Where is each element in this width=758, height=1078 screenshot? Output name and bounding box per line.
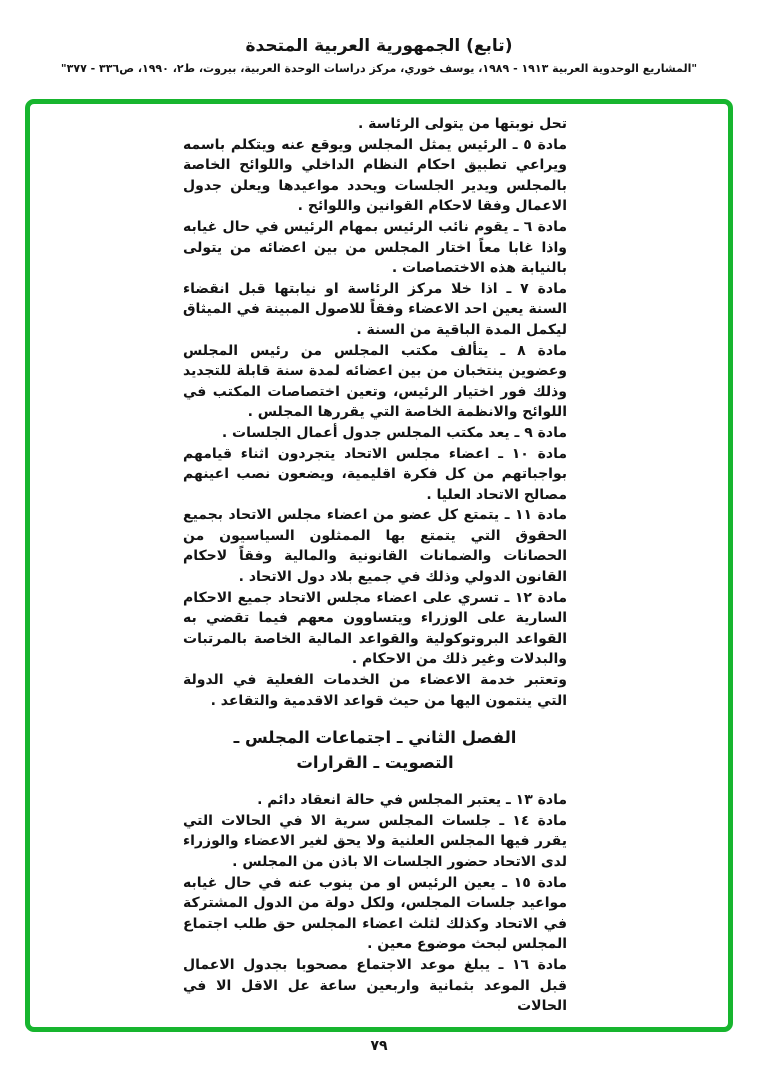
- article-paragraph: مادة ١٦ ـ يبلغ موعد الاجتماع مصحوبا بجدول الاعمال قبل الموعد بثمانية واربعين ساعة عل الاقل الا في الحالات: [183, 956, 568, 1015]
- section-heading-line1: الفصل الثاني ـ اجتماعات المجلس ـ: [233, 728, 517, 748]
- article-paragraph: مادة ٦ ـ يقوم نائب الرئيس بمهام الرئيس في حال غيابه واذا غابا معاً اختار المجلس من بين اعضائه من يتولى بالنيابة هذه الاختصاصات .: [183, 218, 567, 277]
- document-title: (تابع) الجمهورية العربية المتحدة: [245, 36, 513, 56]
- article-paragraph: مادة ١٥ ـ يعين الرئيس او من ينوب عنه في حال غيابه مواعيد جلسات المجلس، ولكل دولة من الدول المشتركة في الاتحاد وكذلك لثلث اعضاء المجلس حق طلب اجتماع المجلس لبحث موضوع معين .: [183, 874, 567, 953]
- article-paragraph: مادة ١٠ ـ اعضاء مجلس الاتحاد يتجردون اثناء قيامهم بواجباتهم من كل فكرة اقليمية، ويضعون نصب اعينهم مصالح الاتحاد العليا .: [183, 445, 567, 503]
- page-header: [0, 34, 758, 76]
- article-paragraph: تحل نوبتها من يتولى الرئاسة .: [357, 116, 567, 132]
- section-heading-line2: التصويت ـ القرارات: [296, 753, 454, 773]
- article-paragraph: مادة ١٣ ـ يعتبر المجلس في حالة انعقاد دائم .: [257, 792, 567, 809]
- article-paragraph: وتعتبر خدمة الاعضاء من الخدمات الفعلية في الدولة التي ينتمون اليها من حيث قواعد الاقدمية والتقاعد .: [183, 672, 567, 709]
- section-heading: [183, 725, 567, 775]
- article-paragraph: مادة ٨ ـ يتألف مكتب المجلس من رئيس المجلس وعضوين ينتخبان من بين اعضائه لمدة سنة قابلة للتجديد وذلك فور اختيار الرئيس، وتعين اختصاصات المكتب في اللوائح والانظمة الخاصة التي يقررها المجلس .: [183, 342, 567, 421]
- article-paragraph: مادة ٥ ـ الرئيس يمثل المجلس ويوقع عنه ويتكلم باسمه ويراعي تطبيق احكام النظام الداخلي واللوائح الخاصة بالمجلس ويدير الجلسات ويحدد مواعيدها ويعلن جدول الاعمال وفقا لاحكام القوانين واللوائح .: [183, 136, 567, 215]
- document-body: [183, 114, 567, 1017]
- article-paragraph: مادة ١١ ـ يتمتع كل عضو من اعضاء مجلس الاتحاد بجميع الحقوق التي يتمتع بها الممثلون السياسيون من الحصانات والضمانات القانونية والمالية وفقاً لاحكام القانون الدولي وذلك في جميع بلاد دول الاتحاد .: [183, 507, 568, 586]
- page-number: ٧٩: [370, 1038, 388, 1054]
- article-paragraph: مادة ٩ ـ يعد مكتب المجلس جدول أعمال الجلسات .: [221, 424, 567, 441]
- article-paragraph: مادة ١٢ ـ تسري على اعضاء مجلس الاتحاد جميع الاحكام السارية على الوزراء ويتساوون معهم فيما تقضي به القواعد البروتوكولية والقواعد المالية الخاصة بالمرتبات والبدلات وغير ذلك من الاحكام .: [183, 589, 567, 668]
- article-paragraph: مادة ٧ ـ اذا خلا مركز الرئاسة او نيابتها قبل انقضاء السنة يعين احد الاعضاء وفقاً للاصول المبينة في الميثاق ليكمل المدة الباقية من السنة .: [183, 280, 568, 338]
- article-paragraph: مادة ١٤ ـ جلسات المجلس سرية الا في الحالات التي يقرر فيها المجلس العلنية ولا يحق لغير الاعضاء والوزراء لدى الاتحاد حضور الجلسات الا باذن من المجلس .: [183, 812, 567, 870]
- document-citation: "المشاريع الوحدوية العربية ١٩١٣ - ١٩٨٩، يوسف خوري، مركز دراسات الوحدة العربية، بيروت، ط٢، ١٩٩٠، ص٣٣٦ - ٣٧٧": [60, 62, 698, 75]
